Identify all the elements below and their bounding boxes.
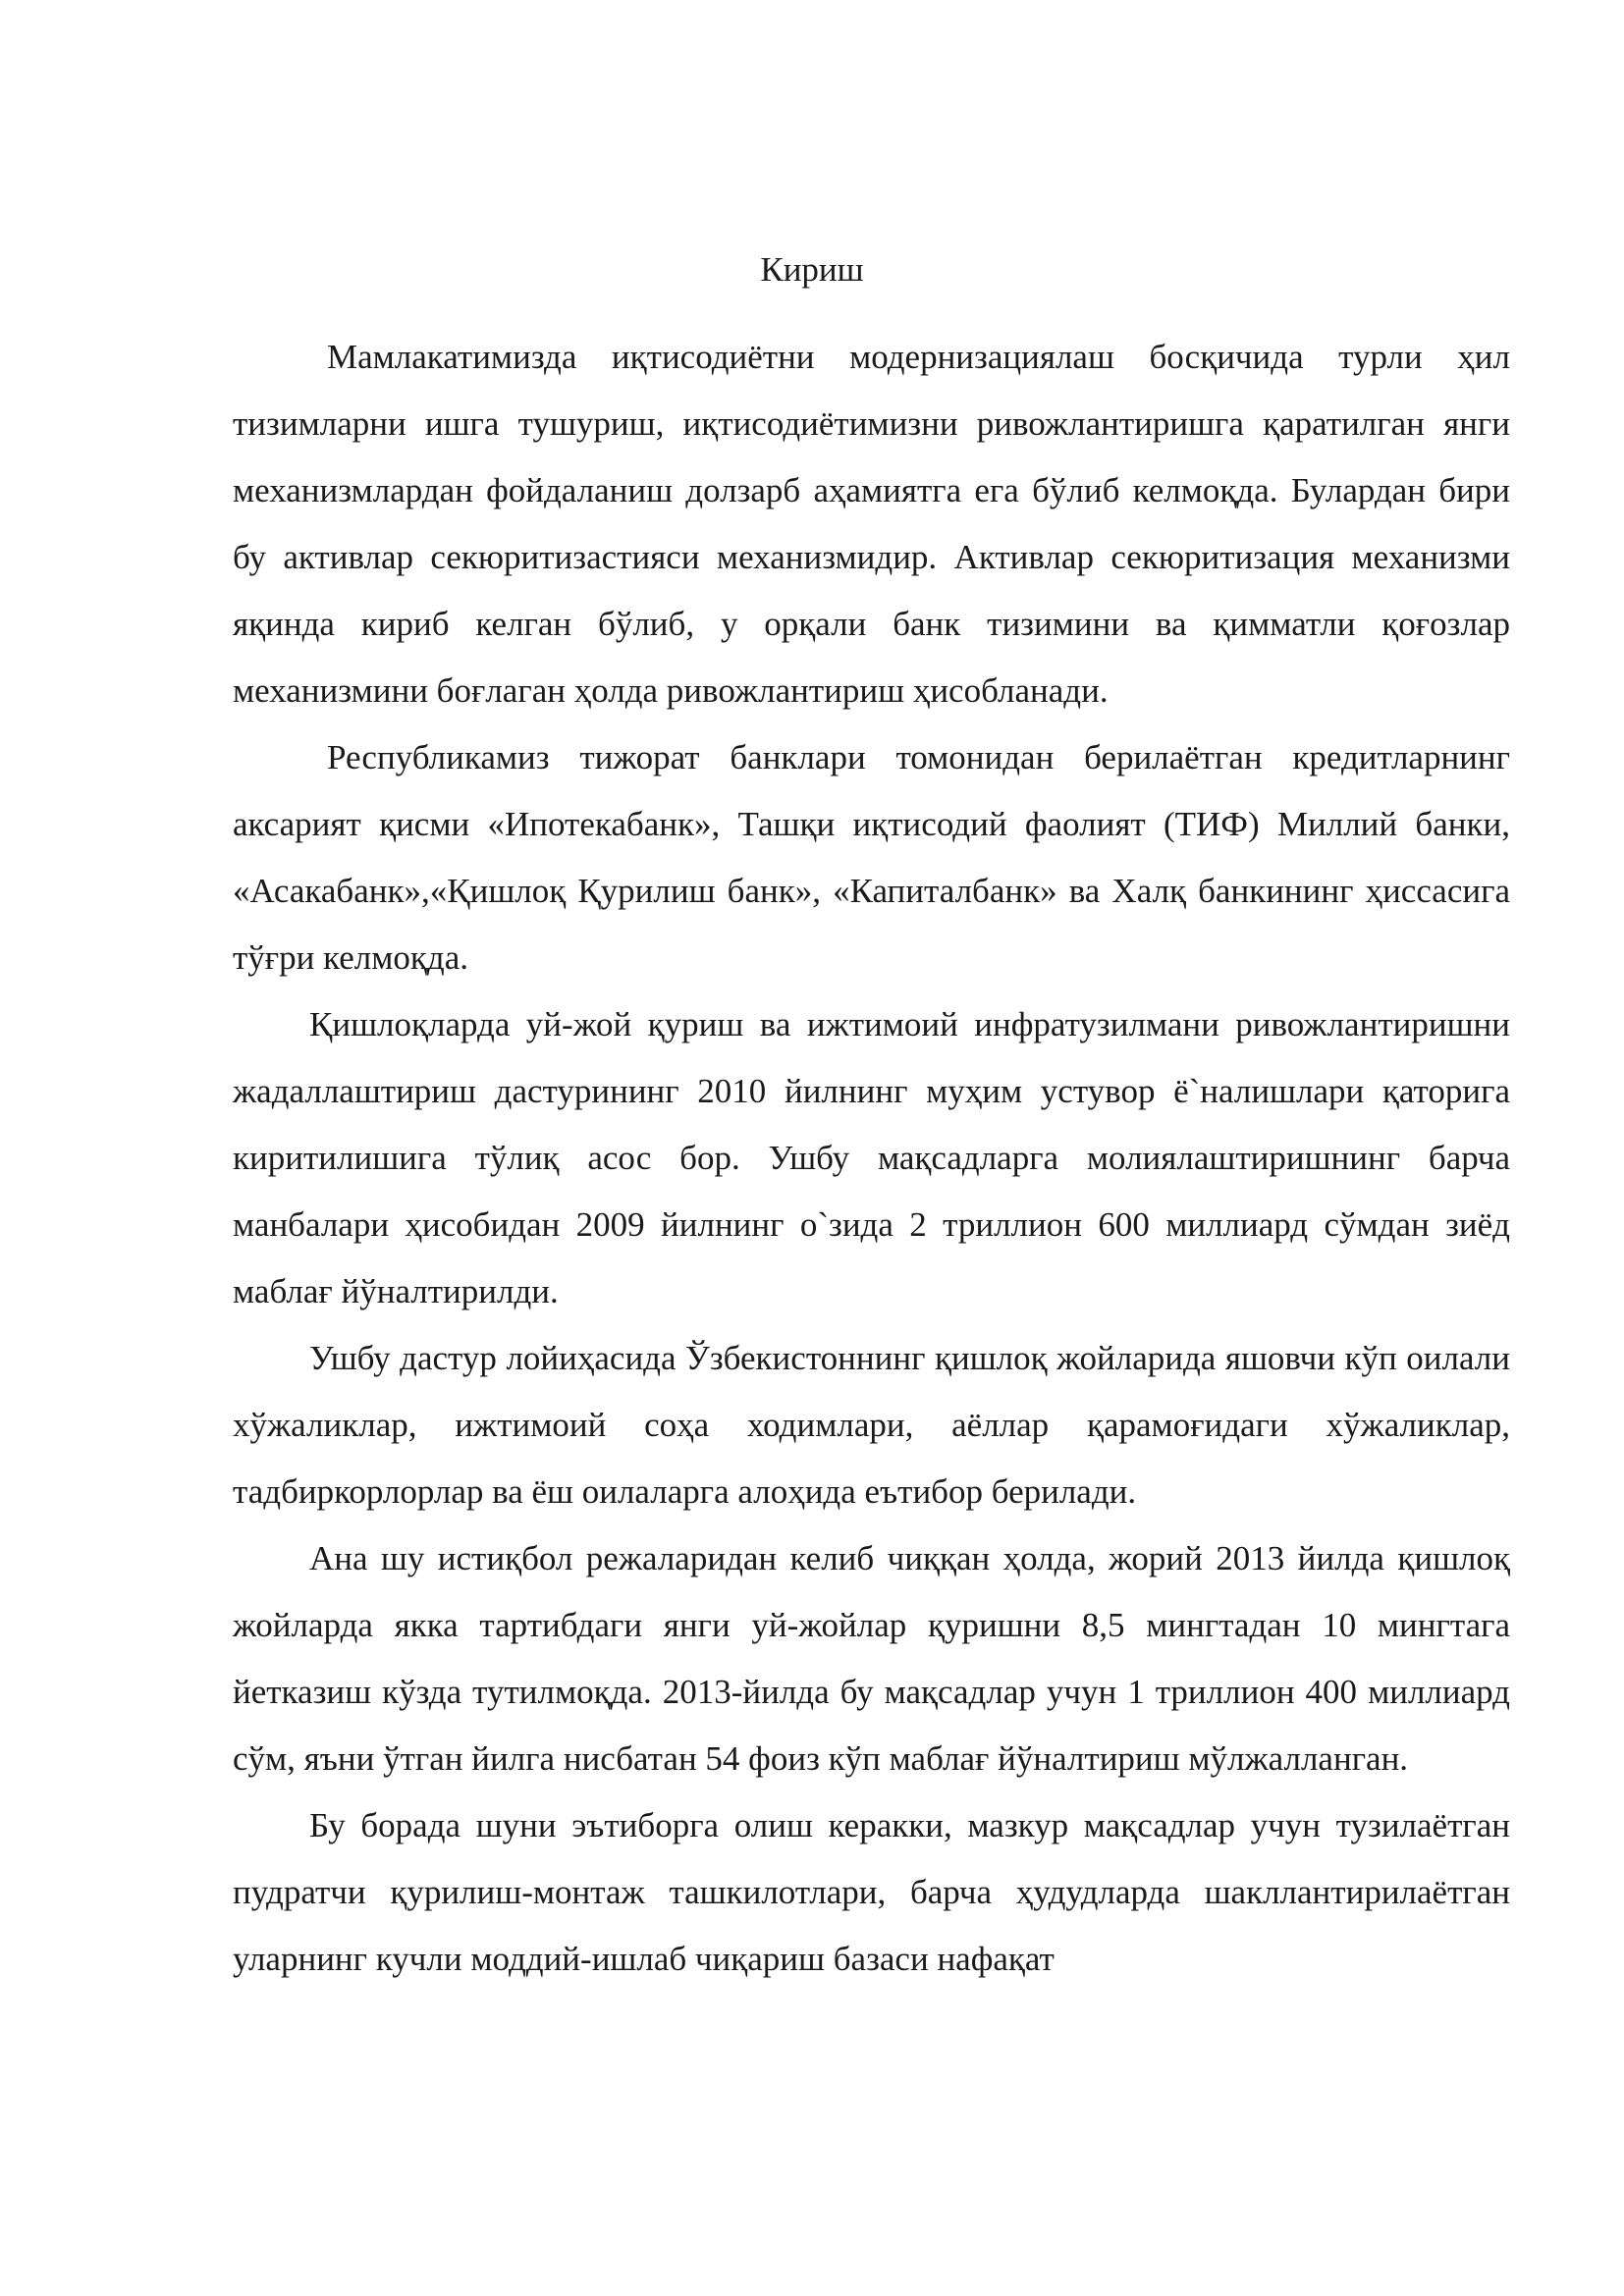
paragraph-6: Бу борада шуни эътиборга олиш керакки, мазкур мақсадлар учун тузилаётган пудратчи қурилиш-монтаж ташкилотлари, барча ҳудудларда шакллантирилаётган уларнинг кучли моддий-ишлаб чиқариш базаси нафақат [233, 1806, 1510, 1978]
paragraph-3: Қишлоқларда уй-жой қуриш ва ижтимоий инфратузилмани ривожлантиришни жадаллаштириш дастурининг 2010 йилнинг муҳим устувор ё`налишлари қаторига киритилишига тўлиқ асос бор. Ушбу мақсадларга молиялаштиришнинг барча манбалари ҳисобидан 2009 йилнинг о`зида 2 триллион 600 миллиард сўмдан зиёд маблағ йўналтирилди. [233, 1005, 1510, 1310]
paragraph-2: Республикамиз тижорат банклари томонидан берилаётган кредитларнинг аксарият қисми «Ипотекабанк», Ташқи иқтисодий фаолият (ТИФ) Миллий банки, «Асакабанк»,«Қишлоқ Қурилиш банк», «Капиталбанк» ва Халқ банкининг ҳиссасига тўғри келмоқда. [233, 738, 1510, 977]
page-title: Кириш [760, 250, 864, 289]
document-body [233, 324, 1510, 1993]
paragraph-5: Ана шу истиқбол режаларидан келиб чиққан ҳолда, жорий 2013 йилда қишлоқ жойларда якка тартибдаги янги уй-жойлар қуришни 8,5 мингтадан 10 мингтага йетказиш кўзда тутилмоқда. 2013-йилда бу мақсадлар учун 1 триллион 400 миллиард сўм, яъни ўтган йилга нисбатан 54 фоиз кўп маблағ йўналтириш мўлжалланган. [233, 1539, 1510, 1778]
paragraph-1: Мамлакатимизда иқтисодиётни модернизациялаш босқичида турли ҳил тизимларни ишга тушуриш, иқтисодиётимизни ривожлантиришга қаратилган янги механизмлардан фойдаланиш долзарб аҳамиятга ега бўлиб келмоқда. Булардан бири бу активлар секюритизастияси механизмидир. Активлар секюритизация механизми яқинда кириб келган бўлиб, у орқали банк тизимини ва қимматли қоғозлар механизмини боғлаган ҳолда ривожлантириш ҳисобланади. [233, 338, 1510, 710]
paragraph-4: Ушбу дастур лойиҳасида Ўзбекистоннинг қишлоқ жойларида яшовчи кўп оилали хўжаликлар, ижтимоий соҳа ходимлари, аёллар қарамоғидаги хўжаликлар, тадбиркорлорлар ва ёш оилаларга алоҳида еътибор берилади. [233, 1339, 1510, 1511]
